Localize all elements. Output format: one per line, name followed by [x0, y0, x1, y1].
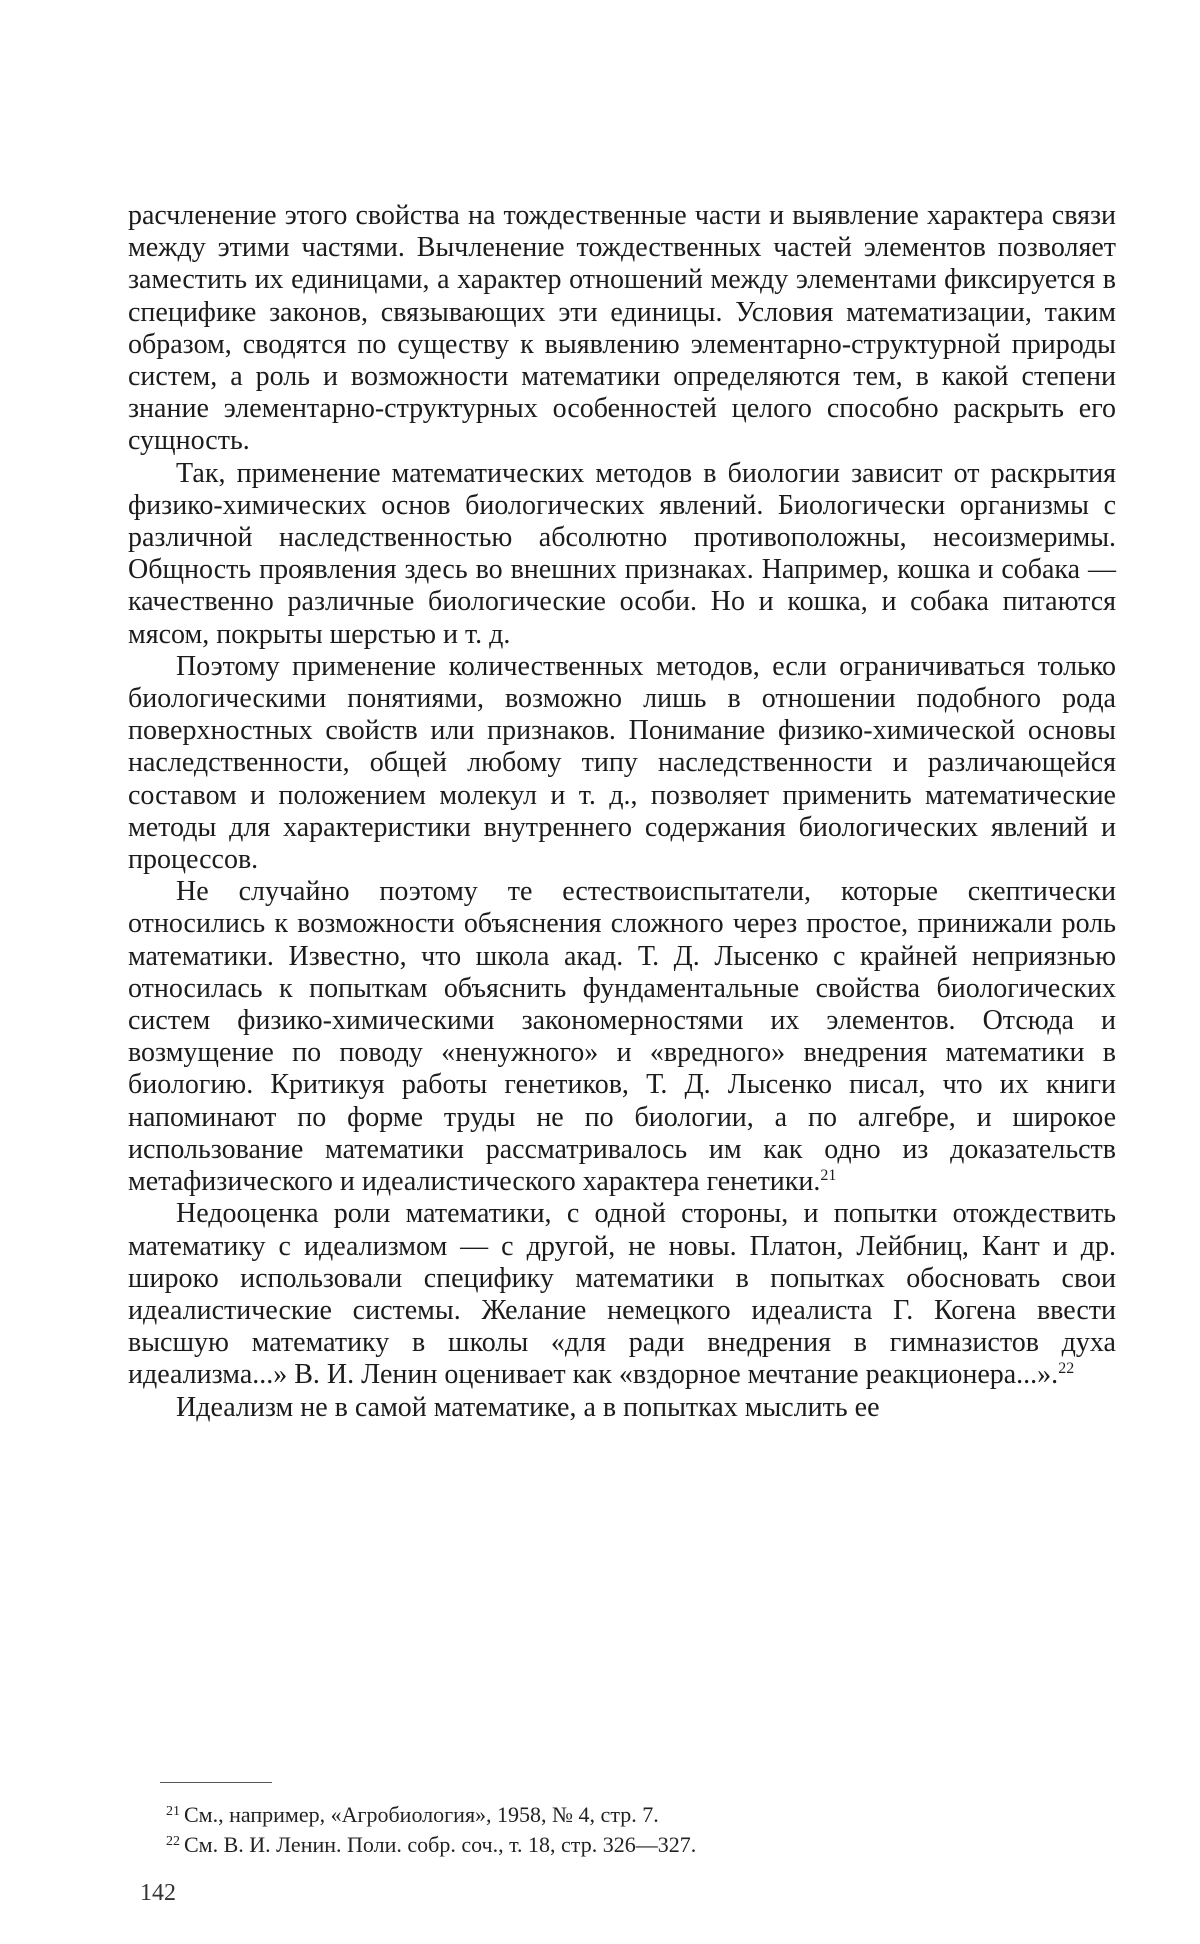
paragraph-2: [128, 458, 1116, 651]
footnote-mark-22: 22: [166, 1834, 180, 1849]
paragraph-1: [128, 200, 1116, 458]
footnote-21: [128, 1800, 1116, 1830]
paragraph-5: [128, 1198, 1116, 1391]
footnotes: [128, 1800, 1116, 1860]
footnote-separator: [160, 1782, 272, 1783]
body-text: [128, 200, 1116, 1424]
footnote-mark-21: 21: [166, 1804, 180, 1819]
page-number: 142: [140, 1880, 176, 1906]
paragraph-6-text: Идеализм не в самой математике, а в попытках мыслить ее: [176, 1391, 880, 1423]
paragraph-3: [128, 651, 1116, 876]
footnote-22: [128, 1830, 1116, 1860]
paragraph-5-text: Недооценка роли математики, с одной стороны, и попытки отождествить математику с идеализмом — с другой, не новы. Платон, Лейбниц, Кант и др. широко использовали специфику математики в попытках обосновать свои идеалистические системы. Желание немецкого идеалиста Г. Когена ввести высшую математику в школы «для ради внедрения в гимназистов духа идеализма...» В. И. Ленин оценивает как «вздорное мечтание реакционера...».: [128, 1198, 1116, 1391]
footnote-text-22: См. В. И. Ленин. Поли. собр. соч., т. 18, стр. 326—327.: [184, 1832, 697, 1857]
footnote-text-21: См., например, «Агробиология», 1958, № 4, стр. 7.: [184, 1802, 659, 1827]
paragraph-3-text: Поэтому применение количественных методов, если ограничиваться только биологическими понятиями, возможно лишь в отношении подобного рода поверхностных свойств или признаков. Понимание физико-химической основы наследственности, общей любому типу наследственности и различающейся составом и положением молекул и т. д., позволяет применить математические методы для характеристики внутреннего содержания биологических явлений и процессов.: [128, 650, 1116, 876]
paragraph-1-text: расчленение этого свойства на тождественные части и выявление характера связи между этими частями. Вычленение тождественных частей элементов позволяет заместить их единицами, а характер отношений между элементами фиксируется в специфике законов, связывающих эти единицы. Условия математизации, таким образом, сводятся по существу к выявлению элементарно-структурной природы систем, а роль и возможности математики определяются тем, в какой степени знание элементарно-структурных особенностей целого способно раскрыть его сущность.: [128, 200, 1116, 457]
paragraph-6: [128, 1392, 1116, 1424]
paragraph-4-text: Не случайно поэтому те естествоиспытатели, которые скептически относились к возможности объяснения сложного через простое, принижали роль математики. Известно, что школа акад. Т. Д. Лысенко с крайней неприязнью относилась к попыткам объяснить фундаментальные свойства биологических систем физико-химическими закономерностями их элементов. Отсюда и возмущение по поводу «ненужного» и «вредного» внедрения математики в биологию. Критикуя работы генетиков, Т. Д. Лысенко писал, что их книги напоминают по форме труды не по биологии, а по алгебре, и широкое использование математики рассматривалось им как одно из доказательств метафизического и идеалистического характера генетики.: [128, 876, 1116, 1198]
footnote-ref-22[interactable]: 22: [1058, 1360, 1075, 1378]
footnote-ref-21[interactable]: 21: [820, 1167, 837, 1185]
paragraph-4: [128, 876, 1116, 1198]
paragraph-2-text: Так, применение математических методов в биологии зависит от раскрытия физико-химических основ биологических явлений. Биологически организмы с различной наследственностью абсолютно противоположны, несоизмеримы. Общность проявления здесь во внешних признаках. Например, кошка и собака — качественно различные биологические особи. Но и кошка, и собака питаются мясом, покрыты шерстью и т. д.: [128, 457, 1116, 650]
